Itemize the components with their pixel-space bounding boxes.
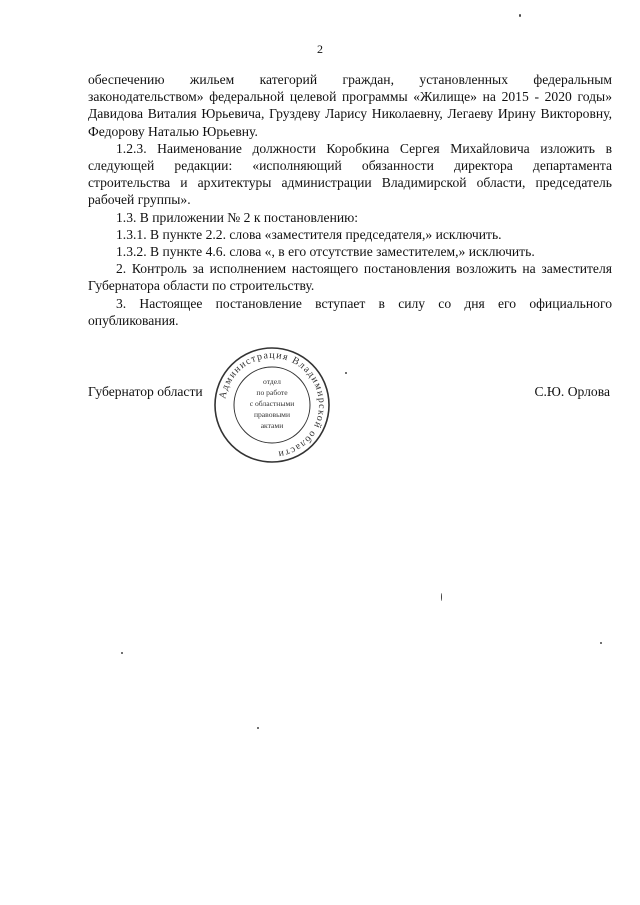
page-number: 2 <box>317 42 323 56</box>
official-stamp <box>212 345 332 465</box>
stamp-line-2: по работе <box>256 388 288 397</box>
stamp-line-5: актами <box>260 421 284 430</box>
signer-name: С.Ю. Орлова <box>534 384 610 399</box>
document-body <box>88 71 612 329</box>
paragraph-1-3-2: 1.3.2. В пункте 4.6. слова «, в его отсутствие заместителем,» исключить. <box>116 244 535 260</box>
stamp-line-4: правовыми <box>253 410 291 419</box>
scan-speck <box>441 593 442 601</box>
paragraph-1-3-1: 1.3.1. В пункте 2.2. слова «заместителя председателя,» исключить. <box>116 226 502 242</box>
paragraph-2: 2. Контроль за исполнением настоящего постановления возложить на заместителя Губернатора области по строительству. <box>88 261 612 294</box>
signer-title: Губернатор области <box>88 384 203 399</box>
scan-speck <box>257 727 259 729</box>
stamp-line-3: с областными <box>249 399 295 408</box>
paragraph-continuation: обеспечению жильем категорий граждан, установленных федеральным законодательством» федеральной целевой программы «Жилище» на 2015 - 2020 годы» Давидова Виталия Юрьевича, Груздеву Ларису Николаевну, Легаеву Ирину Викторовну, Федорову Наталью Юрьевну. <box>88 72 612 139</box>
paragraph-3: 3. Настоящее постановление вступает в силу со дня его официального опубликования. <box>88 295 612 328</box>
paragraph-1-2-3: 1.2.3. Наименование должности Коробкина Сергея Михайловича изложить в следующей редакции: «исполняющий обязанности директора департамента строительства и архитектуры администрации Владимирской области, председатель рабочей группы». <box>88 140 612 208</box>
scan-speck <box>345 372 347 374</box>
paragraph-1-3: 1.3. В приложении № 2 к постановлению: <box>116 209 359 225</box>
scan-speck <box>519 14 521 17</box>
scan-speck <box>600 642 602 644</box>
scan-speck <box>121 652 123 654</box>
stamp-ring-text: Администрация Владимирской области <box>217 349 328 460</box>
stamp-line-1: отдел <box>263 377 281 386</box>
